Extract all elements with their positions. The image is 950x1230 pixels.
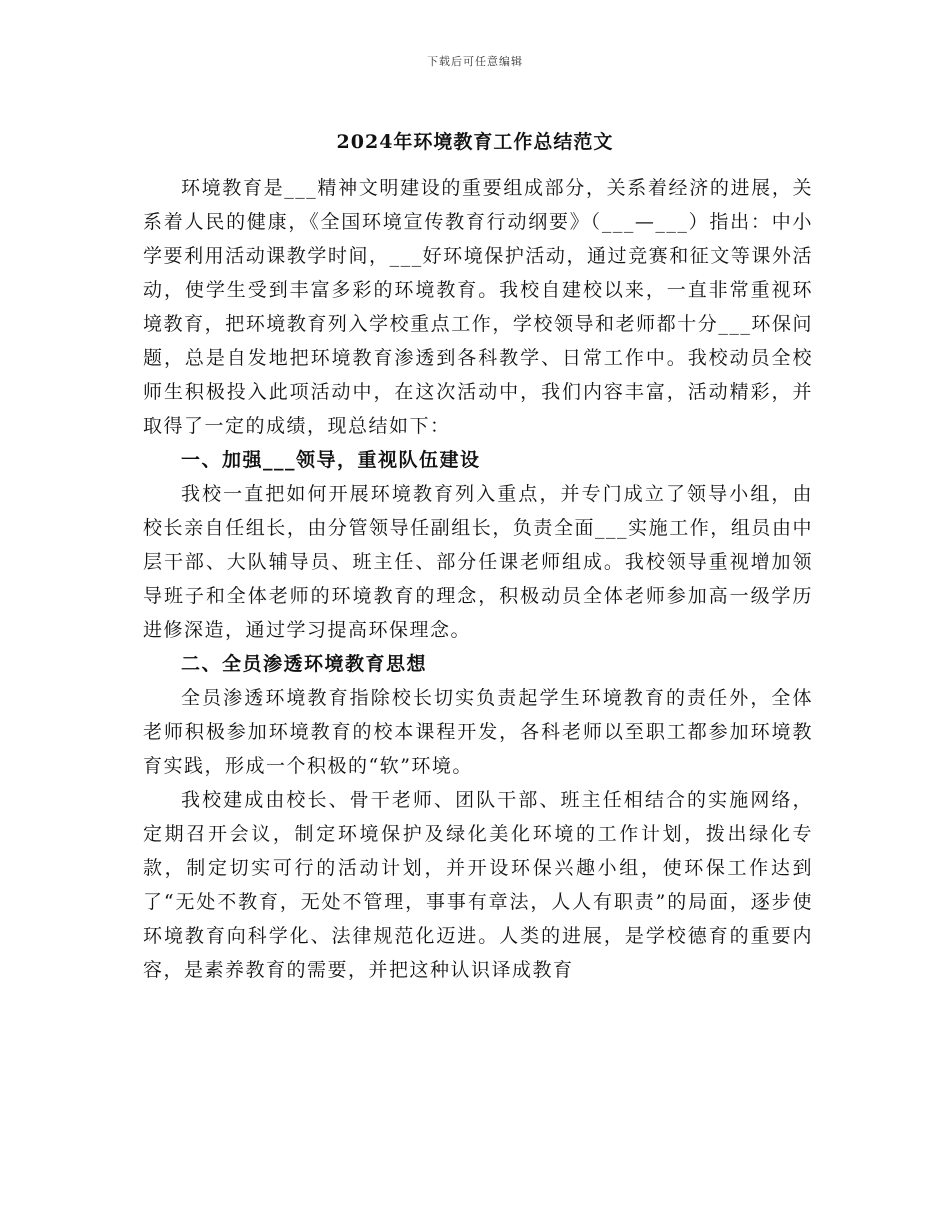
section-1-paragraph: 我校一直把如何开展环境教育列入重点，并专门成立了领导小组，由校长亲自任组长，由分管领导任副组长，负责全面___实施工作，组员由中层干部、大队辅导员、班主任、部分任课老师组成。我校领导重视增加领导班子和全体老师的环境教育的理念，积极动员全体老师参加高一级学历进修深造，通过学习提高环保理念。 bbox=[143, 483, 813, 641]
intro-paragraph: 环境教育是___精神文明建设的重要组成部分，关系着经济的进展，关系着人民的健康，《全国环境宣传教育行动纲要》（___—___）指出：中小学要利用活动课教学时间，___好环境保护活动，通过竞赛和征文等课外活动，使学生受到丰富多彩的环境教育。我校自建校以来，一直非常重视环境教育，把环境教育列入学校重点工作，学校领导和老师都十分___环保问题，总是自发地把环境教育渗透到各科教学、日常工作中。我校动员全校师生积极投入此项活动中，在这次活动中，我们内容丰富，活动精彩，并取得了一定的成绩，现总结如下： bbox=[143, 177, 813, 437]
page-header-note: 下载后可任意编辑 bbox=[427, 55, 523, 68]
section-heading-1: 一、加强___领导，重视队伍建设 bbox=[181, 449, 481, 471]
document-body bbox=[143, 171, 813, 987]
section-2-paragraph-1: 全员渗透环境教育指除校长切实负责起学生环境教育的责任外，全体老师积极参加环境教育的校本课程开发，各科老师以至职工都参加环境教育实践，形成一个积极的“软”环境。 bbox=[143, 687, 813, 777]
section-2-paragraph-2: 我校建成由校长、骨干老师、团队干部、班主任相结合的实施网络，定期召开会议，制定环境保护及绿化美化环境的工作计划，拨出绿化专款，制定切实可行的活动计划，并开设环保兴趣小组，使环保工作达到了“无处不教育，无处不管理，事事有章法，人人有职责”的局面，逐步使环境教育向科学化、法律规范化迈进。人类的进展，是学校德育的重要内容，是素养教育的需要，并把这种认识译成教育 bbox=[143, 789, 813, 981]
section-heading-2: 二、全员渗透环境教育思想 bbox=[181, 653, 428, 675]
document-title: 2024年环境教育工作总结范文 bbox=[336, 131, 614, 153]
